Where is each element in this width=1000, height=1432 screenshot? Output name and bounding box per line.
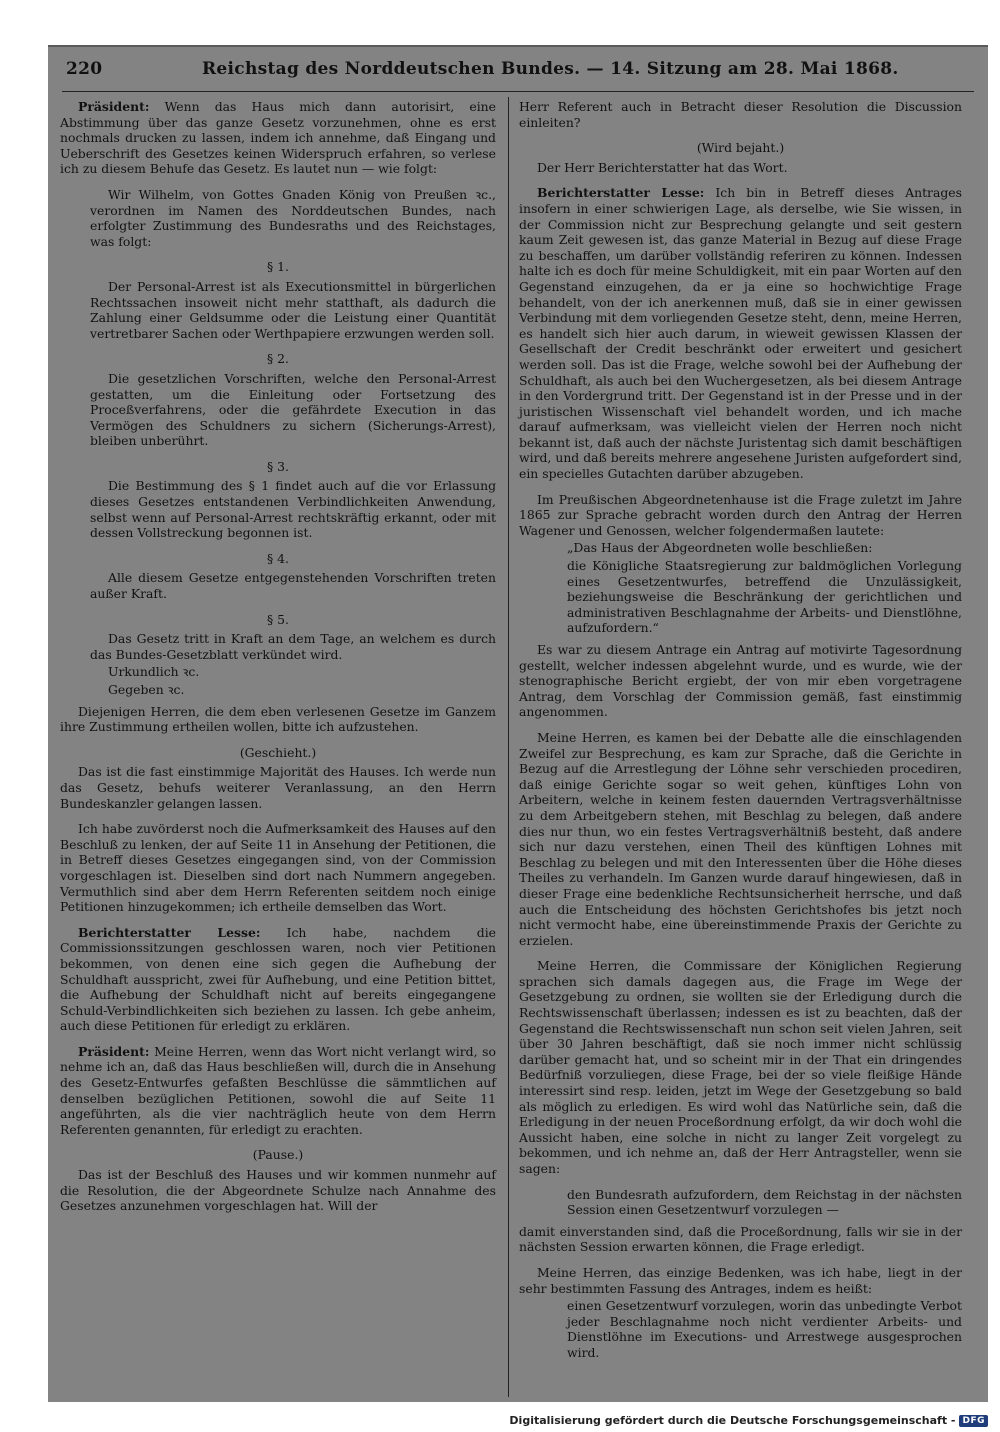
paragraph-text: (Geschieht.) [239,744,317,760]
page-header [62,59,970,87]
speaker-name: Berichterstatter Lesse: [537,185,705,201]
paragraph-text: Wenn das Haus mich dann autorisirt, eine Abstimmung über das ganze Gesetz vorzunehmen, ohne es erst nochmals drucken zu lassen, indem ich annehme, daß Eingang und Ueberschrift des Gesetzes keinen Widerspruch erfahren, so verlese ich zu diesem Behufe das Gesetz. Es lautet nun — wie folgt: [60,99,496,177]
paragraph-text: § 5. [267,611,289,627]
scanned-page [48,45,988,1402]
paragraph-text: Gegeben ꝛc. [108,682,185,697]
dfg-logo: DFG [959,1415,988,1427]
paragraph [519,730,962,948]
column-divider [508,97,509,1397]
paragraph [90,478,496,540]
paragraph [567,1298,962,1360]
right-column [519,99,962,1367]
paragraph-text: Meine Herren, das einzige Bedenken, was ich habe, liegt in der sehr bestimmten Fassung des Antrages, indem es heißt: [519,1264,962,1296]
paragraph [60,704,496,735]
paragraph-text: Meine Herren, es kamen bei der Debatte alle die einschlagenden Zweifel zur Besprechung, es kam zur Sprache, daß die Gerichte in Bezug auf die Arrestlegung der Löhne sehr verschieden procediren, daß einige Gerichte sogar so weit gehen, künftiges Lohn von Arbeitern, welche in keinem festen dauernden Vertragsverhältnisse zu dem Arbeitgebern stehen, mit Beschlag zu belegen, daß andere dies nur thun, wo ein festes Vertragsverhältniß besteht, daß andere sich nur dazu verstehen, einen Theil des künftigen Lohnes mit Beschlag zu belegen und mit den Interessenten über die Höhe dieses Theiles zu verhandeln. Im Ganzen wurde darauf hingewiesen, daß in dieser Frage eine bedenkliche Rechtsunsicherheit herrsche, und daß auch die Entscheidung des höchsten Gerichtshofes bis jetzt noch nicht vermocht habe, eine übereinstimmende Praxis der Gerichte zu erzielen. [519,729,962,948]
paragraph-text: Alle diesem Gesetze entgegenstehenden Vorschriften treten außer Kraft. [90,570,496,602]
paragraph [519,958,962,1176]
paragraph-text: damit einverstanden sind, daß die Proceßordnung, falls wir sie in der nächsten Session erwarten können, die Frage erledigt. [519,1223,962,1255]
paragraph-text: Im Preußischen Abgeordnetenhause ist die Frage zuletzt im Jahre 1865 zur Sprache gebracht worden durch den Antrag der Herren Wagener und Genossen, welcher folgendermaßen lautete: [519,491,962,538]
paragraph [90,371,496,449]
paragraph [519,160,962,176]
paragraph-text: Urkundlich ꝛc. [108,664,200,680]
speaker-name: Präsident: [78,1043,150,1059]
paragraph-text: Ich habe zuvörderst noch die Aufmerksamkeit des Hauses auf den Beschluß zu lenken, der auf Seite 11 in Ansehung der Petitionen, die in Betreff dieses Gesetzes eingegangen sind, von der Commission vorgeschlagen ist. Dieselben sind dort nach Nummern angegeben. Vermuthlich sind aber dem Herrn Referenten seitdem noch einige Petitionen hinzugekommen; ich ertheile demselben das Wort. [60,821,496,915]
paragraph [90,187,496,249]
paragraph [60,1167,496,1214]
paragraph [60,612,496,628]
paragraph [90,631,496,662]
paragraph-text: Das Gesetz tritt in Kraft an dem Tage, an welchem es durch das Bundes-Gesetzblatt verkündet wird. [90,631,496,662]
header-rule [62,91,974,92]
paragraph [60,821,496,915]
paragraph [567,540,962,556]
paragraph [60,1044,496,1138]
paragraph-text: Meine Herren, die Commissare der Königlichen Regierung sprachen sich damals dagegen aus, die Frage im Wege der Gesetzgebung zu ordnen, sie wollten sie der Erledigung durch die Rechtswissenschaft überlassen; indessen es ist zu beachten, daß der Gegenstand die Rechtswissenschaft nun schon seit vielen Jahren, seit über 30 Jahren beschäftigt, daß sie noch immer nicht schlüssig darüber gemacht hat, und so scheint mir in der That ein dringendes Bedürfniß vorzuliegen, diese Frage, bei der so viele fleißige Hände interessirt sind resp. leiden, jetzt im Wege der Gesetzgebung so bald als möglich zu erledigen. Es wird wohl das Natürliche sein, daß die Erledigung in der neuen Proceßordnung erfolgt, da wir doch wohl die Aussicht haben, eine solche in nicht zu langer Zeit vorgelegt zu bekommen, und ich nehme an, daß der Herr Antragsteller, wenn sie sagen: [519,958,962,1176]
paragraph-text: den Bundesrath aufzufordern, dem Reichstag in der nächsten Session einen Gesetzentwurf vorzulegen — [567,1186,962,1218]
paragraph-text: Die Bestimmung des § 1 findet auch auf die vor Erlassung dieses Gesetzes entstandenen Verbindlichkeiten Anwendung, selbst wenn auf Personal-Arrest rechtskräftig erkannt, oder mit dessen Vollstreckung begonnen ist. [90,478,496,541]
running-title: Reichstag des Norddeutschen Bundes. — 14. Sitzung am 28. Mai 1868. [202,59,899,79]
paragraph [60,99,496,177]
paragraph [519,1265,962,1296]
left-column [60,99,496,1224]
paragraph [60,351,496,367]
paragraph-text: § 1. [267,259,289,275]
paragraph-text: einen Gesetzentwurf vorzulegen, worin das unbedingte Verbot jeder Beschlagnahme noch nicht verdienter Arbeits- und Dienstlöhne im Executions- und Arrestwege ausgesprochen wird. [567,1298,962,1360]
paragraph-text: § 3. [267,458,289,474]
paragraph [519,642,962,720]
paragraph-text: Wir Wilhelm, von Gottes Gnaden König von Preußen ꝛc., verordnen im Namen des Norddeutschen Bundes, nach erfolgter Zustimmung des Bundesraths und des Reichstages, was folgt: [90,186,496,249]
paragraph-text: (Wird bejaht.) [696,140,785,156]
paragraph-text: Ich habe, nachdem die Commissionssitzungen geschlossen waren, noch vier Petitionen bekommen, von denen eine sich gegen die Aufhebung der Schuldhaft ausspricht, zwei für Aufhebung, und eine Petition bittet, die Aufhebung der Schuldhaft nicht auf bereits eingegangene Schuld-Verbindlichkeiten sich beziehen zu lassen. Ich gebe anheim, auch diese Petitionen für erledigt zu erklären. [60,924,496,1034]
paragraph-text: Der Herr Berichterstatter hat das Wort. [537,159,788,175]
paragraph [567,558,962,636]
paragraph [519,492,962,539]
paragraph [519,185,962,481]
paragraph-text: Herr Referent auch in Betracht dieser Resolution die Discussion einleiten? [519,99,962,130]
paragraph-text: Der Personal-Arrest ist als Executionsmittel in bürgerlichen Rechtssachen insoweit nicht mehr statthaft, als dadurch die Zahlung einer Geldsumme oder die Leistung einer Quantität vertretbarer Sachen oder Werthpapiere erzwungen werden soll. [90,278,496,341]
paragraph [108,664,496,680]
paragraph-text: § 2. [267,351,289,367]
paragraph [90,570,496,601]
page-number: 220 [66,59,103,79]
paragraph [519,140,962,156]
paragraph [567,1187,962,1218]
footer-credit [509,1414,988,1427]
paragraph [60,925,496,1034]
footer-text: Digitalisierung gefördert durch die Deutsche Forschungsgemeinschaft - [509,1414,956,1427]
paragraph [108,682,496,698]
paragraph [60,551,496,567]
paragraph [60,764,496,811]
paragraph-text: Das ist der Beschluß des Hauses und wir kommen nunmehr auf die Resolution, die der Abgeordnete Schulze nach Annahme des Gesetzes anzunehmen vorgeschlagen hat. Will der [60,1167,496,1214]
paragraph [90,279,496,341]
paragraph-text: die Königliche Staatsregierung zur baldmöglichen Vorlegung eines Gesetzentwurfes, betreffend die Unzulässigkeit, beziehungsweise die Beschränkung der gerichtlichen und administrativen Beschlagnahme der Arbeits- und Dienstlöhne, aufzufordern.“ [567,558,962,636]
paragraph-text: Diejenigen Herren, die dem eben verlesenen Gesetze im Ganzem ihre Zustimmung ertheilen wollen, bitte ich aufzustehen. [60,703,496,735]
paragraph [60,1147,496,1163]
paragraph-text: Die gesetzlichen Vorschriften, welche den Personal-Arrest gestatten, um die Einleitung oder Fortsetzung des Proceßverfahrens, oder die gefährdete Execution in das Vermögen des Schuldners zu sichern (Sicherungs-Arrest), bleiben unberührt. [90,370,496,449]
speaker-name: Berichterstatter Lesse: [78,924,261,940]
paragraph-text: „Das Haus der Abgeordneten wolle beschließen: [567,540,873,556]
paragraph-text: Meine Herren, wenn das Wort nicht verlangt wird, so nehme ich an, daß das Haus beschließen will, durch die in Ansehung des Gesetz-Entwurfes gefaßten Beschlüsse die sämmtlichen auf denselben bezüglichen Petitionen, sowohl die auf Seite 11 angeführten, als die vier nachträglich heute von dem Herrn Referenten genannten, für erledigt zu erachten. [60,1043,496,1137]
paragraph [60,745,496,761]
paragraph [519,1224,962,1255]
speaker-name: Präsident: [78,99,150,114]
paragraph-text: § 4. [267,550,289,566]
paragraph [60,259,496,275]
paragraph [519,99,962,130]
paragraph-text: Das ist die fast einstimmige Majorität des Hauses. Ich werde nun das Gesetz, behufs weiterer Veranlassung, an den Herrn Bundeskanzler gelangen lassen. [60,764,496,811]
paragraph-text: (Pause.) [252,1147,304,1163]
paragraph-text: Ich bin in Betreff dieses Antrages insofern in einer schwierigen Lage, als derselbe, wie Sie wissen, in der Commission nicht zur Besprechung gelangte und seit gestern kaum Zeit gewesen ist, das ganze Material in Bezug auf diese Frage zu beschaffen, um darüber vollständig referiren zu können. Indessen halte ich es doch für meine Schuldigkeit, mit ein paar Worten auf den Gegenstand einzugehen, da er ja eine so hochwichtige Frage behandelt, von der ich anerkennen muß, daß sie in einer gewissen Verbindung mit dem vorliegenden Gesetze steht, denn, meine Herren, es handelt sich hier auch darum, in wieweit gewissen Klassen der Gesellschaft der Credit beschränkt oder erweitert und gesichert werden soll. Das ist die Frage, welche sowohl bei der Aufhebung der Schuldhaft, als auch bei den Wuchergesetzen, als bei diesem Antrage in den Vordergrund tritt. Der Gegenstand ist in der Presse und in der juristischen Wissenschaft viel behandelt worden, und ich mache darauf aufmerksam, was vielleicht vielen der Herren noch nicht bekannt ist, daß auch der nächste Juristentag sich damit beschäftigen wird, und daß bereits mehrere angesehene Juristen aufgefordert sind, ein specielles Gutachten darüber abzugeben. [519,185,962,482]
paragraph-text: Es war zu diesem Antrage ein Antrag auf motivirte Tagesordnung gestellt, welcher indessen abgelehnt wurde, und es wurde, wie der stenographische Bericht ergiebt, der von mir eben vorgetragene Antrag, dem Vorschlag der Commission gemäß, fast einstimmig angenommen. [519,642,962,720]
paragraph [60,459,496,475]
